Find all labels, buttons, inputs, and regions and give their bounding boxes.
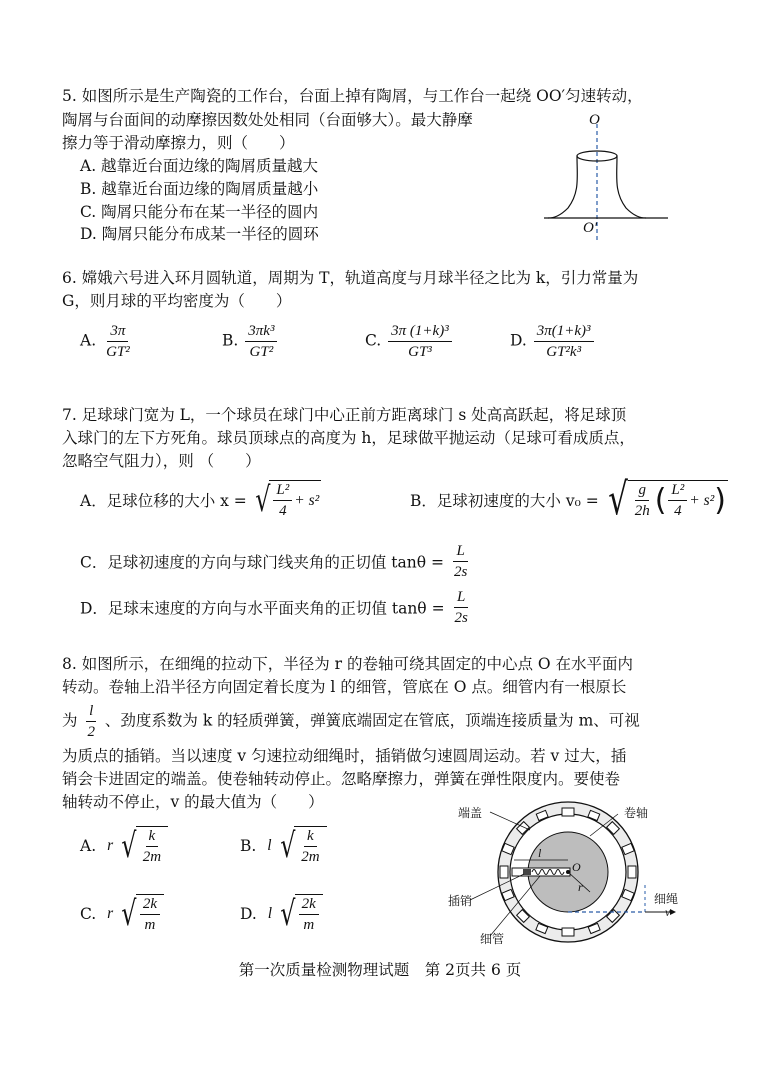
q6-option-a-den: GT² [106,344,130,360]
q5-option-b: B. 越靠近台面边缘的陶屑质量越小 [80,180,319,198]
q6-option-c-letter: C. [365,331,382,350]
q8-line3-den: 2 [87,724,95,740]
axis-label-o-prime: O′ [583,220,598,236]
q7-option-b-text: B．足球初速度的大小 v₀ = [410,492,599,510]
label-center-o: O [572,860,581,874]
q6-option-d-letter: D. [510,331,527,350]
q7-d-den: 2s [454,610,468,626]
q8-option-b: B. l √ $\frac{k}{2m}$ [240,826,327,866]
q8-line3-pre: 为 [62,711,78,730]
q8-line3 [62,702,640,741]
q8-option-a-letter: A. [80,837,97,855]
q8-line2: 转动。卷轴上沿半径方向固定着长度为 l 的细管，管底在 O 点。细管内有一根原长 [62,678,627,696]
q7-option-d [80,588,473,627]
q8-line5: 销会卡进固定的端盖。使卷轴转动停止。忽略摩擦力，弹簧在弹性限度内。要使卷 [62,770,621,788]
q7-a-den: 4 [279,503,287,519]
q8-option-b-pre: l [267,837,272,854]
q5-option-c: C. 陶屑只能分布在某一半径的圆内 [80,203,319,221]
q8-option-d-num: 2k [299,895,319,915]
q6-option-d-num: 3π(1+k)³ [534,322,594,342]
q8-option-c-pre: r [107,905,114,922]
q7-c-den: 2s [453,564,468,580]
label-xiguan: 细管 [480,932,505,946]
q8-option-c-den: m [144,917,156,933]
q5-option-d: D. 陶屑只能分布成某一半径的圆环 [80,225,319,243]
q7-option-c-text: C．足球初速度的方向与球门线夹角的正切值 tanθ = [80,553,444,572]
q7-line3: 忽略空气阻力），则 （ ） [62,452,261,470]
q7-option-d-text: D．足球末速度的方向与水平面夹角的正切值 tanθ = [80,599,445,618]
q5-line3: 擦力等于滑动摩擦力，则（ ） [62,134,295,152]
q7-b-s2: + s² [689,491,715,509]
q6-option-b-den: GT² [249,344,274,360]
label-l: l [538,846,542,860]
label-duangai: 端盖 [458,806,483,820]
q7-b-den-2h: 2h [634,503,650,519]
q8-option-c-letter: C. [80,905,97,923]
q7-a-num: L² [273,481,292,501]
label-xisheng: 细绳 [654,892,679,906]
q6-option-b-num: 3πk³ [245,322,277,342]
q8-option-c: C. r √ $\frac{2k}{m}$ [80,894,164,934]
q8-option-b-den: 2m [301,849,320,865]
q8-option-c-num: 2k [140,895,160,915]
q8-line1: 8. 如图所示，在细绳的拉动下，半径为 r 的卷轴可绕其固定的中心点 O 在水平面内 [62,655,634,673]
page-footer: 第一次质量检测物理试题 第 2页共 6 页 [238,961,522,979]
q8-line6: 轴转动不停止，v 的最大值为（ ） [62,793,324,811]
label-v: v [665,905,671,919]
q8-option-d-den: m [303,917,315,933]
q7-line1: 7. 足球球门宽为 L，一个球员在球门中心正前方距离球门 s 处高高跃起，将足球顶 [62,406,627,424]
q7-b-num-g: g [635,481,649,501]
q7-d-num: L [454,588,468,608]
q8-option-d-pre: l [267,905,273,922]
q8-option-a-pre: r [107,837,114,854]
pottery-wheel-figure [540,112,675,247]
q6-option-d [510,322,596,361]
q7-option-a-text: A．足球位移的大小 x = [80,492,247,510]
q5-option-a: A. 越靠近台面边缘的陶屑质量越大 [80,157,319,175]
q6-option-c [365,322,454,361]
q6-option-a-letter: A. [80,331,97,350]
q8-option-b-num: k [304,827,317,847]
q6-option-a [80,322,135,361]
q8-option-d-letter: D. [240,905,257,923]
q8-option-d: D. l √ $\frac{2k}{m}$ [240,894,323,934]
q6-option-b [222,322,279,361]
q7-line2: 入球门的左下方死角。球员顶球点的高度为 h，足球做平抛运动（足球可看成质点， [62,429,635,447]
q6-line2: G，则月球的平均密度为（ ） [62,292,292,310]
q6-option-d-den: GT²k³ [546,344,582,360]
q7-option-a: A．足球位移的大小 x = √ $\frac{\text{L²}}{4}$ + s² [80,480,320,520]
q6-option-a-num: 3π [107,322,128,342]
q6-option-c-num: 3π (1+k)³ [388,322,452,342]
label-chaxiao: 插销 [448,894,473,908]
q5-line1: 5. 如图所示是生产陶瓷的工作台，台面上掉有陶屑，与工作台一起绕 OO′匀速转动， [62,87,643,105]
q8-option-a: A. r √ $\frac{k}{2m}$ [80,826,168,866]
q6-line1: 6. 嫦娥六号进入环月圆轨道，周期为 T，轨道高度与月球半径之比为 k，引力常量为 [62,269,639,287]
q8-option-a-den: 2m [142,849,162,865]
q7-a-s2: + s² [294,491,320,509]
label-juanzhou: 卷轴 [624,806,649,820]
q8-line3-num: l [86,702,96,722]
q7-option-c [80,542,472,581]
q7-c-num: L [453,542,467,562]
q7-b-den-4: 4 [674,503,682,519]
q6-option-c-den: GT³ [408,344,432,360]
q8-option-b-letter: B. [240,837,257,855]
q8-line4: 为质点的插销。当以速度 v 匀速拉动细绳时，插销做匀速圆周运动。若 v 过大，插 [62,747,627,765]
q8-option-a-num: k [146,827,159,847]
spool-figure [440,800,700,950]
q7-b-num-l2: L² [668,481,687,501]
axis-label-o: O [589,112,600,128]
q6-option-b-letter: B. [222,331,239,350]
q7-option-b: B．足球初速度的大小 v₀ = √ $\frac{g}{2h}$ ( $\frac{\text{L²}}{4}$ + s² ) [410,474,726,525]
label-r: r [578,880,583,894]
q5-line2: 陶屑与台面间的动摩擦因数处处相同（台面够大）。最大静摩 [62,111,473,129]
q8-line3-post: 、劲度系数为 k 的轻质弹簧，弹簧底端固定在管底，顶端连接质量为 m、可视 [104,711,640,730]
